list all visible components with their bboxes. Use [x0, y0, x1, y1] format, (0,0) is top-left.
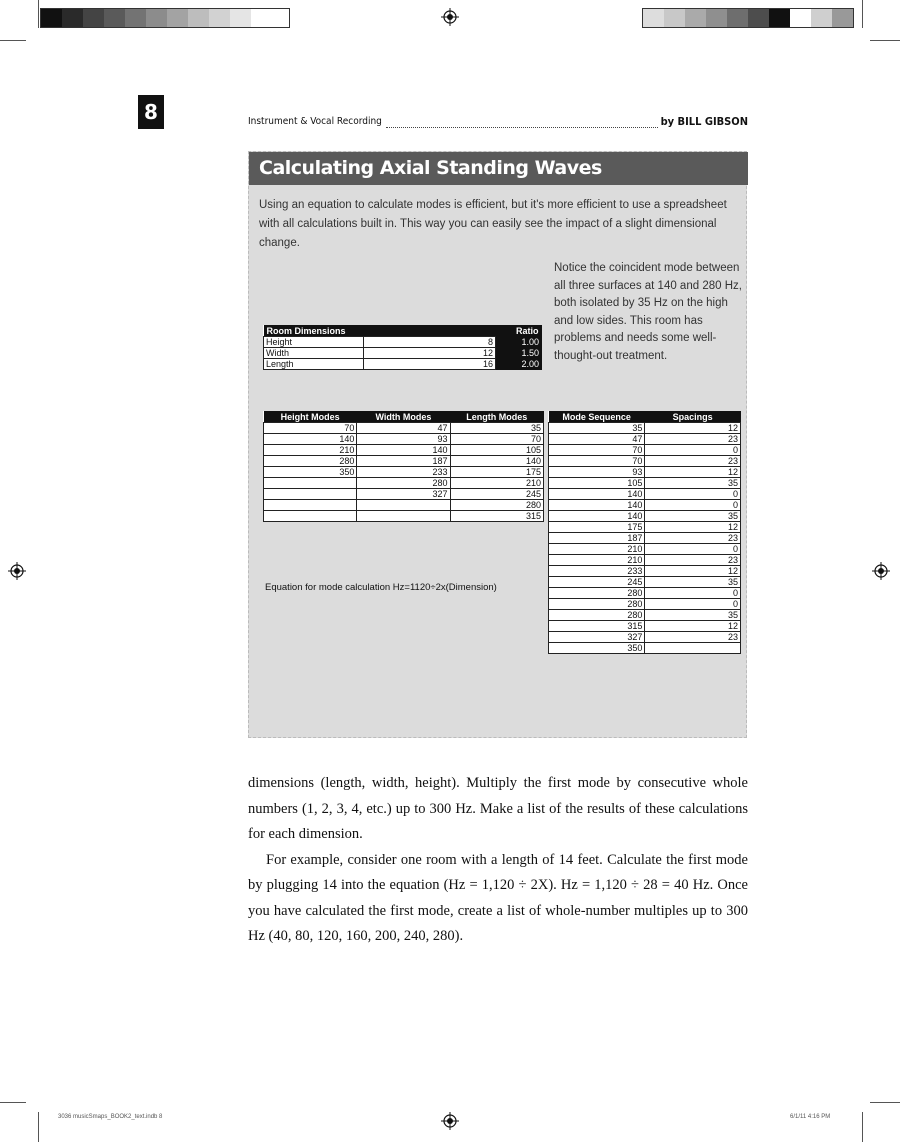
sidebar-note: Notice the coincident mode between all three surfaces at 140 and 280 Hz, both isolated by 35 Hz on the high and low sides. This room has problems and needs some well-thought-out treatment.: [554, 262, 742, 362]
table-cell: 0: [645, 445, 741, 456]
table-row: [264, 511, 544, 522]
table-cell: 187: [357, 456, 450, 467]
table-cell: 245: [450, 489, 543, 500]
table-row: [549, 610, 741, 621]
running-head: [248, 112, 748, 132]
table-cell: 315: [549, 621, 645, 632]
table-row: [549, 434, 741, 445]
column-header: Width Modes: [357, 411, 450, 423]
table-row: [549, 643, 741, 654]
table-cell: 35: [645, 478, 741, 489]
table-header-row: [264, 325, 542, 337]
color-bar-left: [40, 8, 290, 28]
column-header: Spacings: [645, 411, 741, 423]
table-cell: 140: [549, 489, 645, 500]
paragraph: dimensions (length, width, height). Multiply the first mode by consecutive whole numbers (1, 2, 3, 4, etc.) up to 300 Hz. Make a list of the results of these calculations for each dimension.: [248, 775, 748, 842]
table-row: [264, 456, 544, 467]
table-cell: 23: [645, 434, 741, 445]
table-cell: 16: [364, 359, 496, 370]
table-row: [549, 555, 741, 566]
table-cell: [357, 511, 450, 522]
table-cell: 0: [645, 544, 741, 555]
table-row: [549, 511, 741, 522]
table-cell: 12: [645, 621, 741, 632]
table-cell: 12: [645, 522, 741, 533]
table-cell: 70: [264, 423, 357, 434]
table-row: [549, 522, 741, 533]
table-row: [549, 467, 741, 478]
table-cell: 105: [549, 478, 645, 489]
table-cell: [357, 500, 450, 511]
table-cell: 280: [264, 456, 357, 467]
crop-mark: [38, 1112, 39, 1142]
table-cell: Length: [264, 359, 364, 370]
modes-table: [263, 411, 544, 522]
column-header: Ratio: [496, 325, 542, 337]
table-row: [549, 456, 741, 467]
table-cell: 233: [357, 467, 450, 478]
table-row: [549, 632, 741, 643]
table-cell: 280: [450, 500, 543, 511]
table-cell: 175: [549, 522, 645, 533]
table-cell: 23: [645, 456, 741, 467]
table-cell: [264, 500, 357, 511]
running-head-title: Instrument & Vocal Recording: [248, 116, 382, 127]
table-row: [264, 348, 542, 359]
column-header: Room Dimensions: [264, 325, 496, 337]
table-cell: 12: [364, 348, 496, 359]
table-cell: 2.00: [496, 359, 542, 370]
color-bar-right: [642, 8, 854, 28]
crop-mark: [870, 1102, 900, 1103]
mode-sequence-table: [548, 411, 741, 654]
crop-mark: [0, 1102, 26, 1103]
table-cell: 280: [549, 588, 645, 599]
table-row: [264, 423, 544, 434]
table-cell: 35: [645, 610, 741, 621]
chapter-number: 8: [138, 95, 164, 129]
table-cell: 140: [264, 434, 357, 445]
table-cell: 245: [549, 577, 645, 588]
print-date: 6/1/11 4:16 PM: [790, 1114, 831, 1120]
table-row: [264, 445, 544, 456]
crop-mark: [38, 0, 39, 28]
table-cell: 140: [549, 511, 645, 522]
column-header: Height Modes: [264, 411, 357, 423]
table-cell: 0: [645, 588, 741, 599]
table-cell: 23: [645, 555, 741, 566]
table-cell: [645, 643, 741, 654]
table-row: [264, 359, 542, 370]
table-cell: 70: [549, 445, 645, 456]
table-cell: 35: [450, 423, 543, 434]
table-row: [549, 423, 741, 434]
table-cell: 23: [645, 632, 741, 643]
table-cell: 0: [645, 500, 741, 511]
table-cell: 350: [264, 467, 357, 478]
table-cell: 140: [357, 445, 450, 456]
table-cell: 12: [645, 423, 741, 434]
table-cell: 187: [549, 533, 645, 544]
table-row: [549, 621, 741, 632]
table-cell: 93: [549, 467, 645, 478]
table-cell: 47: [357, 423, 450, 434]
table-cell: 315: [450, 511, 543, 522]
table-cell: 210: [450, 478, 543, 489]
table-row: [549, 577, 741, 588]
column-header: Length Modes: [450, 411, 543, 423]
table-row: [264, 489, 544, 500]
table-cell: 70: [450, 434, 543, 445]
table-cell: 350: [549, 643, 645, 654]
table-cell: 210: [549, 555, 645, 566]
registration-mark-icon: [441, 8, 459, 26]
running-head-author: by BILL GIBSON: [660, 115, 748, 128]
room-dimensions-table: [263, 325, 542, 370]
sidebar-intro: Using an equation to calculate modes is efficient, but it's more efficient to use a spreadsheet with all calculations built in. This way you can easily see the impact of a slight dimensional change.: [259, 199, 727, 249]
paragraph: For example, consider one room with a length of 14 feet. Calculate the first mode by plugging 14 into the equation (Hz = 1,120 ÷ 2X). Hz = 1,120 ÷ 28 = 40 Hz. Once you have calculated the first mode, create a list of whole-number multiples up to 300 Hz (40, 80, 120, 160, 200, 240, 280).: [248, 851, 748, 944]
table-row: [549, 445, 741, 456]
table-cell: 280: [549, 610, 645, 621]
table-row: [549, 599, 741, 610]
registration-mark-icon: [8, 562, 26, 580]
registration-mark-icon: [872, 562, 890, 580]
table-row: [264, 478, 544, 489]
column-header: Mode Sequence: [549, 411, 645, 423]
table-row: [264, 337, 542, 348]
table-cell: 70: [549, 456, 645, 467]
table-cell: 140: [450, 456, 543, 467]
dot-leader: [386, 127, 658, 128]
table-cell: 35: [549, 423, 645, 434]
table-row: [549, 544, 741, 555]
table-row: [549, 478, 741, 489]
table-cell: [264, 511, 357, 522]
table-cell: [264, 489, 357, 500]
sidebar-title: Calculating Axial Standing Waves: [249, 152, 748, 185]
table-cell: Width: [264, 348, 364, 359]
table-cell: 35: [645, 511, 741, 522]
body-text: [248, 771, 748, 950]
table-cell: 0: [645, 599, 741, 610]
table-cell: 8: [364, 337, 496, 348]
crop-mark: [862, 1112, 863, 1142]
table-row: [549, 533, 741, 544]
table-cell: 210: [264, 445, 357, 456]
table-cell: 327: [549, 632, 645, 643]
table-cell: 12: [645, 566, 741, 577]
table-cell: 233: [549, 566, 645, 577]
registration-mark-icon: [441, 1112, 459, 1130]
table-header-row: [264, 411, 544, 423]
table-row: [264, 500, 544, 511]
table-cell: 23: [645, 533, 741, 544]
sidebar-box: [248, 151, 747, 738]
crop-mark: [0, 40, 26, 41]
table-cell: 140: [549, 500, 645, 511]
table-row: [549, 588, 741, 599]
table-row: [549, 500, 741, 511]
table-cell: 0: [645, 489, 741, 500]
table-cell: 280: [549, 599, 645, 610]
crop-mark: [870, 40, 900, 41]
table-row: [549, 566, 741, 577]
table-cell: 35: [645, 577, 741, 588]
table-cell: 1.50: [496, 348, 542, 359]
table-header-row: [549, 411, 741, 423]
table-cell: 105: [450, 445, 543, 456]
table-cell: [264, 478, 357, 489]
crop-mark: [862, 0, 863, 28]
equation-note: Equation for mode calculation Hz=1120÷2x(Dimension): [265, 582, 497, 593]
table-cell: 210: [549, 544, 645, 555]
table-cell: 12: [645, 467, 741, 478]
table-cell: Height: [264, 337, 364, 348]
table-cell: 47: [549, 434, 645, 445]
table-cell: 93: [357, 434, 450, 445]
table-cell: 175: [450, 467, 543, 478]
print-slug: 3036 musicSmaps_BOOK2_text.indb 8: [58, 1114, 163, 1120]
table-cell: 280: [357, 478, 450, 489]
table-row: [264, 467, 544, 478]
table-cell: 327: [357, 489, 450, 500]
table-row: [264, 434, 544, 445]
table-row: [549, 489, 741, 500]
table-cell: 1.00: [496, 337, 542, 348]
